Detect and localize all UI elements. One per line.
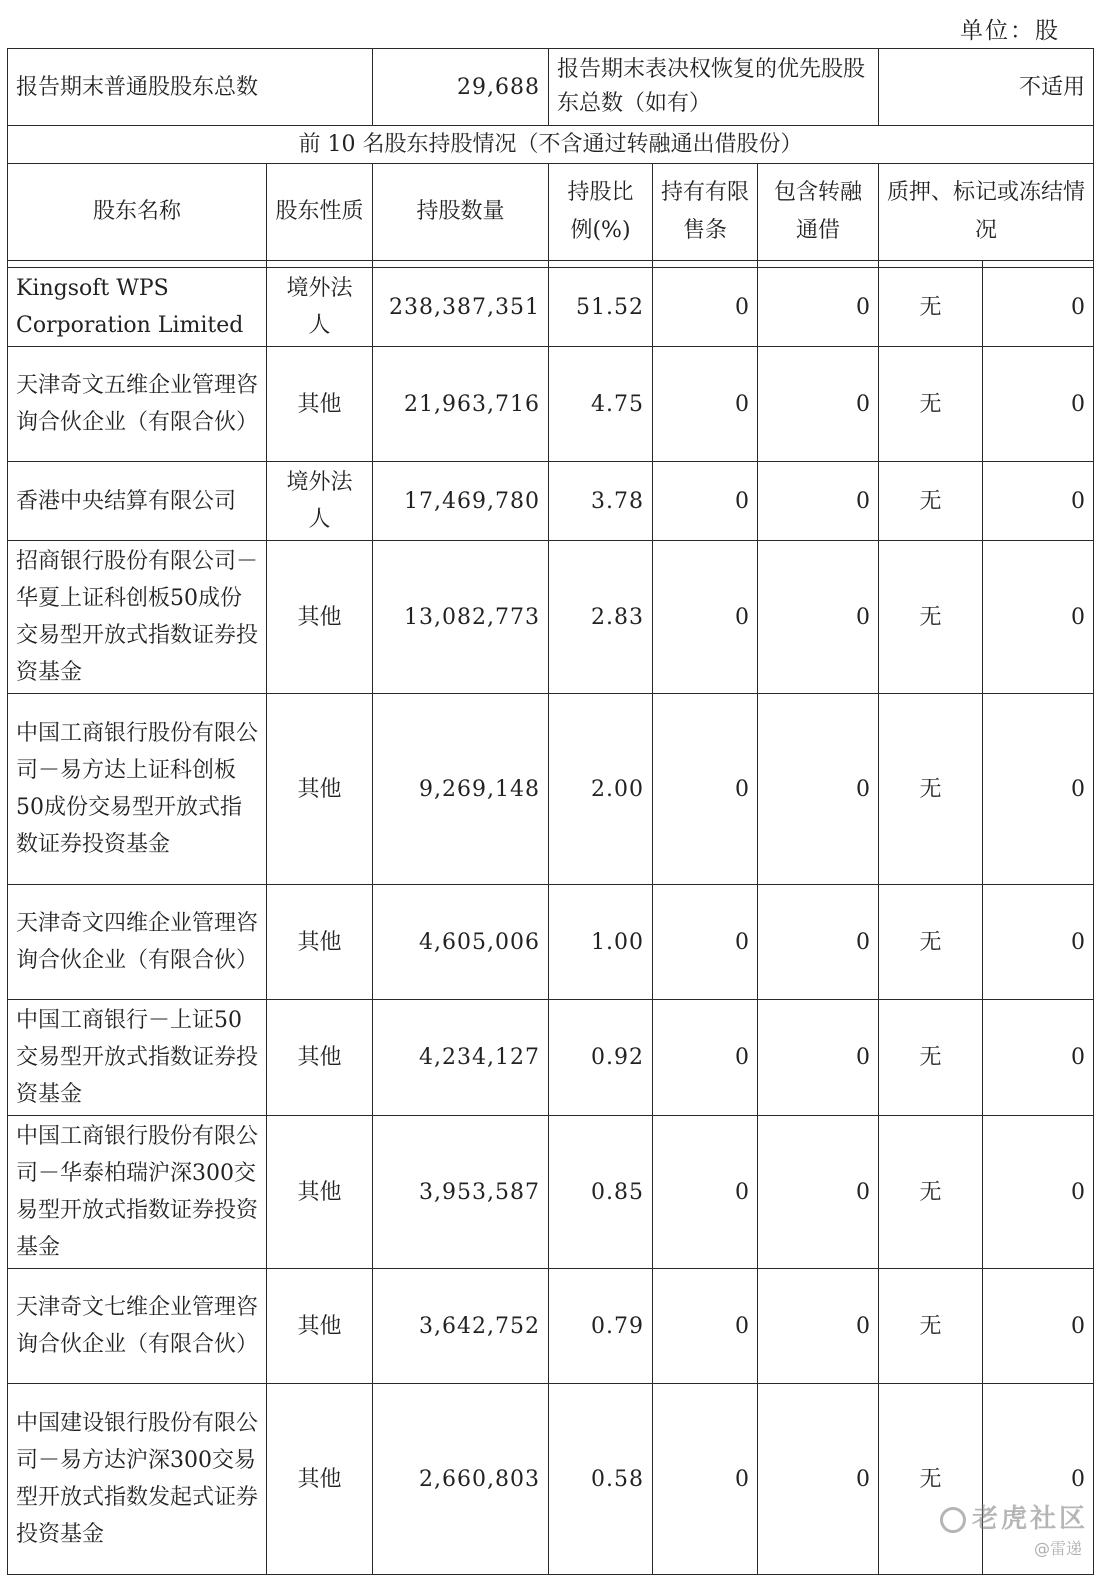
- pledge-quantity: 0: [983, 1269, 1094, 1384]
- table-row: [8, 541, 1094, 694]
- shareholder-nature: 其他: [267, 1000, 373, 1116]
- pledge-status: 无: [879, 268, 983, 347]
- header-nature: 股东性质: [267, 164, 373, 261]
- shareholder-ratio: 51.52: [549, 268, 653, 347]
- lending-shares: 0: [758, 1000, 879, 1116]
- restricted-shares: 0: [653, 885, 758, 1000]
- shareholder-name: 招商银行股份有限公司－华夏上证科创板50成份交易型开放式指数证券投资基金: [8, 541, 267, 694]
- restricted-shares: 0: [653, 462, 758, 541]
- table-row: [8, 1000, 1094, 1116]
- shareholder-name: 天津奇文五维企业管理咨询合伙企业（有限合伙）: [8, 347, 267, 462]
- pledge-status: 无: [879, 1000, 983, 1116]
- shareholder-shares: 17,469,780: [373, 462, 549, 541]
- shareholder-ratio: 0.85: [549, 1116, 653, 1269]
- shareholder-ratio: 3.78: [549, 462, 653, 541]
- table-row: [8, 1384, 1094, 1575]
- shareholder-shares: 3,642,752: [373, 1269, 549, 1384]
- table-row: [8, 694, 1094, 885]
- watermark-text: 老虎社区: [971, 1504, 1088, 1534]
- table-row: [8, 885, 1094, 1000]
- shareholder-name: Kingsoft WPS Corporation Limited: [8, 268, 267, 347]
- restricted-shares: 0: [653, 347, 758, 462]
- section-title: 前 10 名股东持股情况（不含通过转融通出借股份）: [8, 126, 1094, 164]
- lending-shares: 0: [758, 462, 879, 541]
- shareholder-nature: 境外法人: [267, 268, 373, 347]
- shareholder-nature: 其他: [267, 885, 373, 1000]
- total-shareholders-value: 29,688: [373, 49, 549, 126]
- pledge-status: 无: [879, 462, 983, 541]
- header-restricted: 持有有限售条: [653, 164, 758, 261]
- pledge-status: 无: [879, 541, 983, 694]
- header-lending: 包含转融通借: [758, 164, 879, 261]
- shareholder-shares: 9,269,148: [373, 694, 549, 885]
- pledge-quantity: 0: [983, 541, 1094, 694]
- summary-row: [8, 49, 1094, 126]
- shareholder-shares: 3,953,587: [373, 1116, 549, 1269]
- pledge-status: 无: [879, 694, 983, 885]
- shareholder-ratio: 4.75: [549, 347, 653, 462]
- pledge-quantity: 0: [983, 347, 1094, 462]
- shareholder-ratio: 1.00: [549, 885, 653, 1000]
- table-row: [8, 1116, 1094, 1269]
- shareholder-name: 天津奇文四维企业管理咨询合伙企业（有限合伙）: [8, 885, 267, 1000]
- preferred-shareholders-value: 不适用: [879, 49, 1094, 126]
- lending-shares: 0: [758, 885, 879, 1000]
- header-name: 股东名称: [8, 164, 267, 261]
- lending-shares: 0: [758, 347, 879, 462]
- pledge-quantity: 0: [983, 1384, 1094, 1575]
- lending-shares: 0: [758, 541, 879, 694]
- pledge-status: 无: [879, 885, 983, 1000]
- shareholder-shares: 4,234,127: [373, 1000, 549, 1116]
- preferred-shareholders-label: 报告期末表决权恢复的优先股股东总数（如有）: [549, 49, 879, 126]
- pledge-status: 无: [879, 1384, 983, 1575]
- lending-shares: 0: [758, 268, 879, 347]
- pledge-quantity: 0: [983, 268, 1094, 347]
- shareholder-name: 香港中央结算有限公司: [8, 462, 267, 541]
- total-shareholders-label: 报告期末普通股股东总数: [8, 49, 373, 126]
- header-gap: [8, 261, 1094, 268]
- table-row: [8, 462, 1094, 541]
- shareholder-nature: 其他: [267, 541, 373, 694]
- shareholder-shares: 238,387,351: [373, 268, 549, 347]
- shareholder-shares: 4,605,006: [373, 885, 549, 1000]
- shareholder-nature: 境外法人: [267, 462, 373, 541]
- restricted-shares: 0: [653, 268, 758, 347]
- pledge-quantity: 0: [983, 1116, 1094, 1269]
- shareholder-shares: 13,082,773: [373, 541, 549, 694]
- shareholder-ratio: 0.58: [549, 1384, 653, 1575]
- shareholder-ratio: 2.83: [549, 541, 653, 694]
- unit-label: 单位：股: [960, 18, 1060, 44]
- shareholder-table: [7, 48, 1094, 1575]
- pledge-quantity: 0: [983, 885, 1094, 1000]
- restricted-shares: 0: [653, 694, 758, 885]
- shareholder-name: 中国工商银行股份有限公司－华泰柏瑞沪深300交易型开放式指数证券投资基金: [8, 1116, 267, 1269]
- restricted-shares: 0: [653, 1384, 758, 1575]
- column-header-row: [8, 164, 1094, 261]
- shareholder-nature: 其他: [267, 1269, 373, 1384]
- restricted-shares: 0: [653, 1269, 758, 1384]
- shareholder-nature: 其他: [267, 347, 373, 462]
- shareholder-nature: 其他: [267, 694, 373, 885]
- pledge-status: 无: [879, 1116, 983, 1269]
- shareholder-name: 中国建设银行股份有限公司－易方达沪深300交易型开放式指数发起式证券投资基金: [8, 1384, 267, 1575]
- header-ratio: 持股比例(%): [549, 164, 653, 261]
- shareholder-name: 天津奇文七维企业管理咨询合伙企业（有限合伙）: [8, 1269, 267, 1384]
- restricted-shares: 0: [653, 541, 758, 694]
- pledge-status: 无: [879, 347, 983, 462]
- table-row: [8, 347, 1094, 462]
- pledge-quantity: 0: [983, 694, 1094, 885]
- watermark-logo-icon: [940, 1507, 966, 1533]
- lending-shares: 0: [758, 1269, 879, 1384]
- shareholder-name: 中国工商银行股份有限公司－易方达上证科创板50成份交易型开放式指数证券投资基金: [8, 694, 267, 885]
- lending-shares: 0: [758, 1384, 879, 1575]
- shareholder-shares: 21,963,716: [373, 347, 549, 462]
- shareholder-ratio: 0.79: [549, 1269, 653, 1384]
- shareholder-nature: 其他: [267, 1116, 373, 1269]
- shareholder-nature: 其他: [267, 1384, 373, 1575]
- table-row: [8, 268, 1094, 347]
- lending-shares: 0: [758, 694, 879, 885]
- pledge-quantity: 0: [983, 462, 1094, 541]
- shareholder-ratio: 2.00: [549, 694, 653, 885]
- pledge-quantity: 0: [983, 1000, 1094, 1116]
- restricted-shares: 0: [653, 1116, 758, 1269]
- shareholder-ratio: 0.92: [549, 1000, 653, 1116]
- section-title-row: [8, 126, 1094, 164]
- watermark-sub: @雷递: [1033, 1539, 1082, 1558]
- shareholder-name: 中国工商银行－上证50交易型开放式指数证券投资基金: [8, 1000, 267, 1116]
- lending-shares: 0: [758, 1116, 879, 1269]
- shareholder-shares: 2,660,803: [373, 1384, 549, 1575]
- watermark: [940, 1498, 1088, 1535]
- header-pledge: 质押、标记或冻结情况: [879, 164, 1094, 261]
- pledge-status: 无: [879, 1269, 983, 1384]
- table-row: [8, 1269, 1094, 1384]
- header-shares: 持股数量: [373, 164, 549, 261]
- restricted-shares: 0: [653, 1000, 758, 1116]
